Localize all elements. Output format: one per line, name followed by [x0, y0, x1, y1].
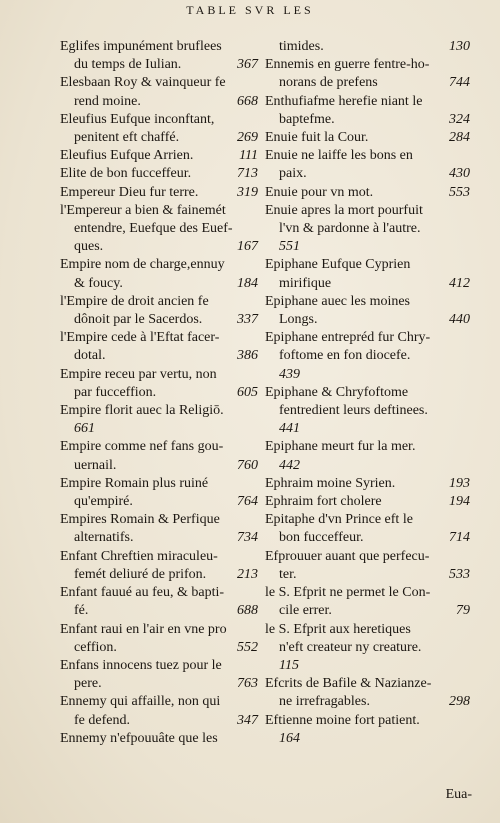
index-line: [265, 602, 470, 620]
index-text: fentredient leurs deftinees.: [279, 403, 428, 419]
index-line: [265, 165, 470, 183]
page-number: 367: [237, 57, 258, 73]
index-text: ceffion.: [74, 639, 117, 655]
index-line: [265, 93, 470, 111]
index-text: Enuie fuit la Cour.: [265, 130, 369, 146]
index-text: Epitaphe d'vn Prince eft le: [265, 512, 413, 528]
index-text: Epiphane entrepréd fur Chry-: [265, 330, 431, 346]
index-line: [60, 74, 258, 92]
index-text: Ennemy qui affaille, non qui: [60, 694, 221, 710]
index-text: Empereur Dieu fur terre.: [60, 184, 199, 200]
index-text: Empire nom de charge,ennuy: [60, 257, 225, 273]
index-text: Efcrits de Bafile & Nazianze-: [265, 676, 432, 692]
index-text: paix.: [279, 166, 307, 182]
index-line: [265, 420, 470, 438]
index-line: [60, 493, 258, 511]
index-text: Ephraim moine Syrien.: [265, 475, 396, 491]
index-text: l'Empire cede à l'Eftat facer-: [60, 330, 220, 346]
index-text: entendre, Euefque des Euef-: [74, 221, 233, 237]
index-text: Enfant fauué au feu, & bapti-: [60, 585, 225, 601]
index-line: [265, 475, 470, 493]
page-number: 111: [239, 148, 258, 164]
page-number: 130: [449, 39, 470, 54]
index-line: [60, 384, 258, 402]
index-text: l'vn & pardonne à l'autre.: [279, 221, 421, 237]
index-line: [265, 548, 470, 566]
page-number: 734: [237, 530, 258, 546]
index-line: [60, 202, 258, 220]
index-line: [60, 548, 258, 566]
index-text: Ephraim fort cholere: [265, 494, 382, 510]
page-number: 713: [237, 166, 258, 182]
index-text: Empire florit auec la Religiō.: [60, 403, 224, 419]
index-text: Eleufius Eufque inconftant,: [60, 111, 215, 127]
index-text: femét deliuré de prifon.: [74, 566, 207, 582]
index-line: [265, 693, 470, 711]
index-text: Epiphane auec les moines: [265, 293, 411, 309]
index-text: ne irrefragables.: [279, 694, 370, 710]
page-number: 412: [449, 275, 470, 291]
index-text: l'Empire de droit ancien fe: [60, 293, 209, 309]
index-line: [60, 93, 258, 111]
index-text: Enthufiafme herefie niant le: [265, 93, 423, 109]
index-line: [265, 56, 470, 74]
index-text: Efprouuer auant que perfecu-: [265, 548, 430, 564]
page-number: 213: [237, 566, 258, 582]
index-line: [265, 529, 470, 547]
page-number: 347: [237, 712, 258, 728]
index-text: par fucceffion.: [74, 384, 157, 400]
index-text: Epiphane Eufque Cyprien: [265, 257, 411, 273]
index-text: 442: [279, 457, 300, 473]
index-text: qu'empiré.: [74, 494, 133, 510]
index-text: Enfans innocens tuez pour le: [60, 657, 222, 673]
page-number: 194: [449, 494, 470, 510]
page-number: 386: [237, 348, 258, 364]
index-text: rend moine.: [74, 93, 141, 109]
index-line: [60, 639, 258, 657]
index-text: baptefme.: [279, 111, 335, 127]
index-text: dotal.: [74, 348, 106, 364]
index-text: Enfant Chreftien miraculeu-: [60, 548, 218, 564]
page-number: 319: [237, 184, 258, 200]
index-line: [60, 675, 258, 693]
index-text: uernail.: [74, 457, 117, 473]
index-text: 439: [279, 366, 300, 382]
index-line: [60, 566, 258, 584]
index-line: [265, 293, 470, 311]
page-number: 605: [237, 384, 258, 400]
index-line: [265, 584, 470, 602]
index-line: [60, 238, 258, 256]
index-line: [60, 438, 258, 456]
index-line: [265, 238, 470, 256]
index-line: [265, 347, 470, 365]
index-text: 115: [279, 657, 299, 673]
index-line: [60, 129, 258, 147]
index-line: [265, 438, 470, 456]
index-text: ter.: [279, 566, 297, 582]
page-number: 533: [449, 566, 470, 582]
index-text: Eftienne moine fort patient.: [265, 712, 420, 728]
index-line: [60, 621, 258, 639]
index-text: 441: [279, 421, 300, 437]
index-line: [265, 202, 470, 220]
index-line: [265, 275, 470, 293]
index-text: foftome en fon diocefe.: [279, 348, 411, 364]
index-line: [265, 402, 470, 420]
index-line: [60, 38, 258, 56]
index-line: [60, 712, 258, 730]
index-text: Empires Romain & Perfique: [60, 512, 220, 528]
index-text: n'eft createur ny creature.: [279, 639, 422, 655]
index-line: [265, 220, 470, 238]
index-line: [265, 74, 470, 92]
index-text: fe defend.: [74, 712, 130, 728]
index-text: pere.: [74, 676, 102, 692]
index-line: [60, 693, 258, 711]
page-number: 430: [449, 166, 470, 182]
index-text: Ennemy n'efpouuâte que les: [60, 730, 218, 746]
index-line: [265, 384, 470, 402]
index-text: mirifique: [279, 275, 332, 291]
index-line: [265, 639, 470, 657]
index-text: Eleufius Eufque Arrien.: [60, 148, 194, 164]
index-line: [60, 275, 258, 293]
index-text: 551: [279, 239, 300, 255]
index-text: Empire Romain plus ruiné: [60, 475, 209, 491]
index-text: Eglifes impunément bruflees: [60, 39, 222, 54]
index-line: [60, 256, 258, 274]
index-text: Elesbaan Roy & vainqueur fe: [60, 75, 226, 91]
index-line: [265, 730, 470, 748]
index-line: [60, 402, 258, 420]
page-number: 714: [449, 530, 470, 546]
index-text: du temps de Iulian.: [74, 57, 182, 73]
index-line: [60, 220, 258, 238]
index-line: [60, 347, 258, 365]
page-number: 79: [456, 603, 470, 619]
index-line: [60, 457, 258, 475]
page-number: 298: [449, 694, 470, 710]
index-line: [265, 366, 470, 384]
page-number: 269: [237, 130, 258, 146]
index-text: timides.: [279, 39, 324, 54]
page-number: 284: [449, 130, 470, 146]
index-text: Enuie apres la mort pourfuit: [265, 202, 423, 218]
page-number: 553: [449, 184, 470, 200]
index-line: [265, 511, 470, 529]
index-line: [60, 184, 258, 202]
index-line: [265, 493, 470, 511]
page-number: 324: [449, 111, 470, 127]
index-line: [60, 475, 258, 493]
index-line: [60, 111, 258, 129]
index-text: Longs.: [279, 312, 318, 328]
index-line: [265, 111, 470, 129]
index-line: [265, 184, 470, 202]
index-line: [60, 529, 258, 547]
index-line: [60, 420, 258, 438]
index-line: [60, 584, 258, 602]
index-text: ques.: [74, 239, 104, 255]
index-line: [60, 147, 258, 165]
index-line: [60, 511, 258, 529]
index-line: [60, 165, 258, 183]
index-line: [265, 621, 470, 639]
page-number: 184: [237, 275, 258, 291]
index-line: [60, 366, 258, 384]
index-line: [265, 129, 470, 147]
page-number: 760: [237, 457, 258, 473]
index-line: [265, 329, 470, 347]
index-text: 164: [279, 730, 300, 746]
index-line: [265, 38, 470, 56]
index-text: Empire receu par vertu, non: [60, 366, 217, 382]
index-text: penitent eft chaffé.: [74, 130, 180, 146]
page-number: 337: [237, 312, 258, 328]
page-number: 552: [237, 639, 258, 655]
index-text: bon fucceffeur.: [279, 530, 364, 546]
index-line: [60, 730, 258, 748]
index-text: l'Empereur a bien & fainemét: [60, 202, 226, 218]
left-column: [60, 38, 258, 748]
index-text: Enuie ne laiffe les bons en: [265, 148, 413, 164]
index-text: Elite de bon fucceffeur.: [60, 166, 192, 182]
index-line: [265, 311, 470, 329]
index-line: [60, 329, 258, 347]
right-column: [265, 38, 470, 748]
index-line: [60, 56, 258, 74]
index-line: [265, 457, 470, 475]
index-text: Ennemis en guerre fentre-ho-: [265, 57, 430, 73]
page-number: 167: [237, 239, 258, 255]
index-line: [60, 657, 258, 675]
index-line: [60, 311, 258, 329]
index-text: Enuie pour vn mot.: [265, 184, 374, 200]
index-line: [60, 293, 258, 311]
index-text: le S. Efprit aux heretiques: [265, 621, 411, 637]
index-line: [265, 256, 470, 274]
index-line: [265, 712, 470, 730]
index-text: fé.: [74, 603, 89, 619]
index-line: [265, 675, 470, 693]
index-text: Epiphane & Chryfoftome: [265, 384, 409, 400]
index-line: [265, 147, 470, 165]
index-text: 661: [74, 421, 95, 437]
running-header: TABLE SVR LES: [186, 3, 314, 17]
page-number: 763: [237, 676, 258, 692]
index-text: alternatifs.: [74, 530, 134, 546]
index-line: [265, 566, 470, 584]
index-line: [60, 602, 258, 620]
index-text: Enfant raui en l'air en vne pro: [60, 621, 227, 637]
page-number: 688: [237, 603, 258, 619]
index-text: Epiphane meurt fur la mer.: [265, 439, 416, 455]
catchword: Eua-: [445, 787, 472, 802]
page-number: 744: [449, 75, 470, 91]
index-text: & foucy.: [74, 275, 123, 291]
page-number: 668: [237, 93, 258, 109]
page-number: 440: [449, 312, 470, 328]
index-text: dônoit par le Sacerdos.: [74, 312, 203, 328]
page-number: 193: [449, 475, 470, 491]
index-text: cile errer.: [279, 603, 332, 619]
page-number: 764: [237, 494, 258, 510]
index-text: norans de prefens: [279, 75, 378, 91]
index-line: [265, 657, 470, 675]
index-text: le S. Efprit ne permet le Con-: [265, 585, 431, 601]
index-text: Empire comme nef fans gou-: [60, 439, 224, 455]
